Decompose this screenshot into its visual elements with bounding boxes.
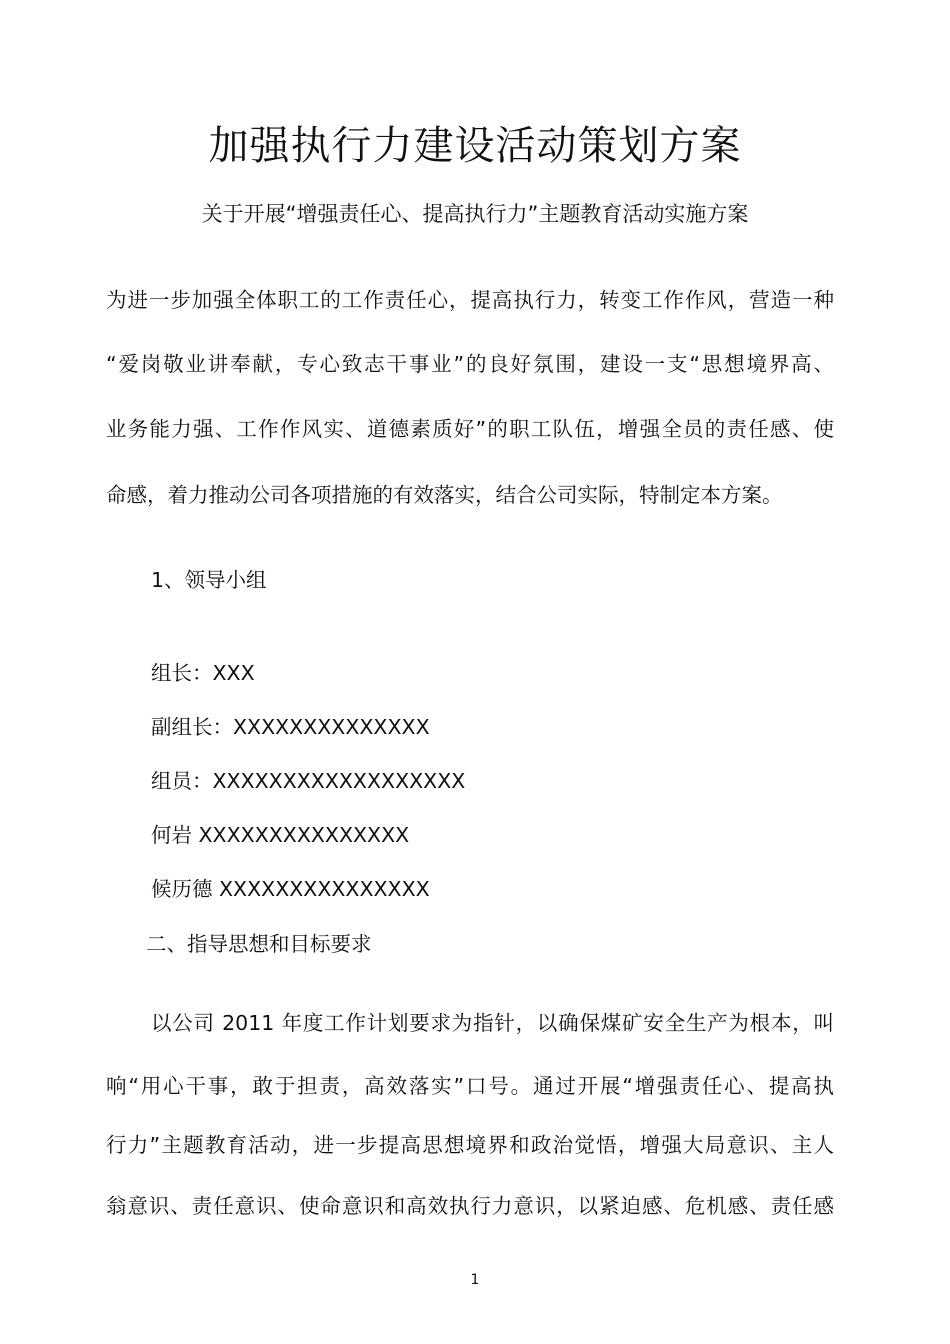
members-line: 组员：XXXXXXXXXXXXXXXXXX xyxy=(151,769,466,793)
section2-line-2: 响“用心干事，敢于担责，高效落实”口号。通过开展“增强责任心、提高执 xyxy=(106,1074,834,1098)
section2-line-3: 行力”主题教育活动，进一步提高思想境界和政治觉悟，增强大局意识、主人 xyxy=(106,1133,834,1157)
deputy-leader-line: 副组长：XXXXXXXXXXXXXX xyxy=(151,715,430,739)
intro-line-4: 命感，着力推动公司各项措施的有效落实，结合公司实际，特制定本方案。 xyxy=(106,483,783,507)
document-subtitle: 关于开展“增强责任心、提高执行力”主题教育活动实施方案 xyxy=(201,202,749,226)
intro-line-2: “爱岗敬业讲奉献，专心致志干事业”的良好氛围，建设一支“思想境界高、 xyxy=(106,352,834,376)
leader-line: 组长：XXX xyxy=(151,661,255,685)
member-hou-line: 候历德 XXXXXXXXXXXXXXX xyxy=(151,877,430,901)
member-he-line: 何岩 XXXXXXXXXXXXXXX xyxy=(151,823,410,847)
document-title: 加强执行力建设活动策划方案 xyxy=(208,123,742,169)
section2-line-4: 翁意识、责任意识、使命意识和高效执行力意识，以紧迫感、危机感、责任感 xyxy=(106,1194,834,1218)
intro-line-1: 为进一步加强全体职工的工作责任心，提高执行力，转变工作作风，营造一种 xyxy=(106,288,834,312)
section2-line-1: 以公司 2011 年度工作计划要求为指针，以确保煤矿安全生产为根本，叫 xyxy=(151,1011,834,1035)
section1-heading: 1、领导小组 xyxy=(151,568,267,592)
page-number: 1 xyxy=(470,1272,480,1288)
section2-heading: 二、指导思想和目标要求 xyxy=(146,932,372,956)
intro-line-3: 业务能力强、工作作风实、道德素质好”的职工队伍，增强全员的责任感、使 xyxy=(106,417,834,441)
